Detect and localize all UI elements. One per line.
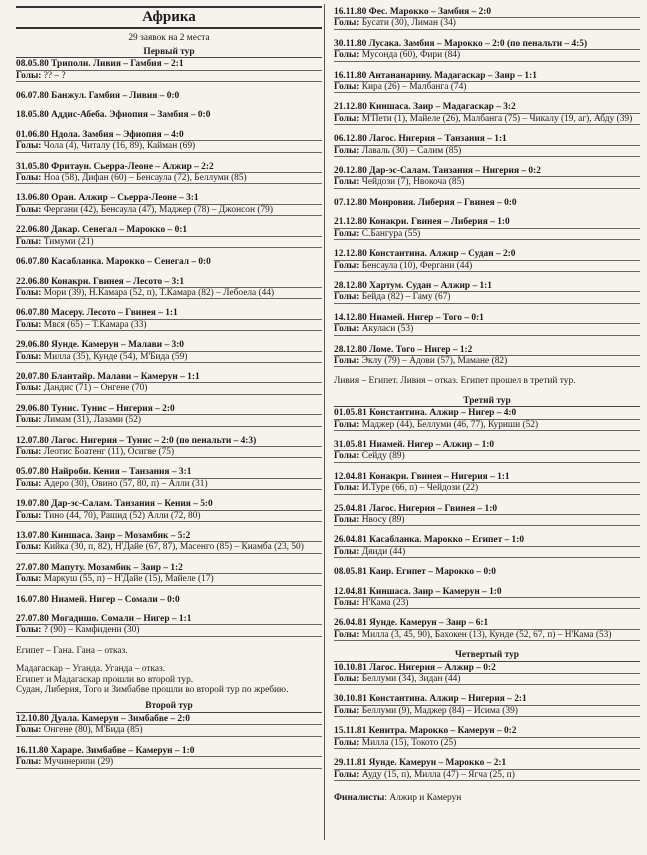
- round2-continued-list: [334, 7, 640, 367]
- match-goals: [16, 510, 322, 522]
- match-header: 21.12.80 Конакри. Гвинея – Либерия – 1:0: [334, 217, 510, 228]
- match-entry: [334, 71, 640, 94]
- match-entry: [334, 217, 640, 240]
- match-header: 06.07.80 Банжул. Гамбия – Ливия – 0:0: [16, 91, 180, 102]
- goals-scorers: Ауду (15, п), Милла (47) – Ягча (25, п): [361, 769, 515, 780]
- match-entry: [334, 313, 640, 336]
- match-entry: [16, 563, 322, 586]
- round3-heading: Третий тур: [334, 396, 640, 407]
- match-entry: [334, 39, 640, 62]
- round2-match-list: [16, 714, 322, 769]
- match-entry: [334, 694, 640, 717]
- match-header: 22.06.80 Дакар. Сенегал – Марокко – 0:1: [16, 225, 188, 236]
- match-goals: [16, 204, 322, 216]
- match-entry: [16, 277, 322, 300]
- match-header: 30.10.81 Константина. Алжир – Нигерия – 2:1: [334, 694, 527, 705]
- match-entry: [16, 225, 322, 248]
- match-header: 16.11.80 Антананариву. Мадагаскар – Заир – 1:1: [334, 70, 537, 81]
- match-goals: [334, 260, 640, 272]
- round4-match-list: [334, 663, 640, 781]
- match-header: 29.11.81 Яунде. Камерун – Марокко – 2:1: [334, 758, 507, 769]
- match-goals: [334, 419, 640, 431]
- match-goals: [334, 176, 640, 188]
- match-entry: [16, 193, 322, 216]
- goals-scorers: Милла (15), Токото (25): [361, 737, 457, 748]
- match-goals: [334, 546, 640, 558]
- goals-label: Голы:: [16, 574, 42, 585]
- match-entry: [334, 618, 640, 641]
- match-goals: [334, 629, 640, 641]
- goals-label: Голы:: [16, 478, 42, 489]
- match-goals: [16, 287, 322, 299]
- match-goals: [16, 172, 322, 184]
- match-goals: [334, 514, 640, 526]
- goals-label: Голы:: [334, 50, 360, 61]
- match-goals: [334, 705, 640, 717]
- goals-label: Голы:: [16, 383, 42, 394]
- goals-label: Голы:: [16, 725, 42, 736]
- goals-scorers: Дяиди (44): [361, 546, 406, 557]
- section-subtitle: 29 заявок на 2 места: [128, 33, 210, 44]
- goals-scorers: Маркуш (55, п) – Н'Дайе (15), Майеле (17): [43, 574, 214, 585]
- goals-label: Голы:: [16, 446, 42, 457]
- section-title: Африка: [16, 6, 322, 29]
- match-header: 12.04.81 Конакри. Гвинея – Нигерия – 1:1: [334, 471, 510, 482]
- match-header: 26.04.81 Яунде. Камерун – Заир – 6:1: [334, 618, 489, 629]
- note-libya-egypt: Ливия – Египет. Ливия – отказ. Египет прошел в третий тур.: [334, 376, 576, 387]
- goals-label: Голы:: [334, 515, 360, 525]
- goals-label: Голы:: [334, 598, 360, 609]
- round2-heading: Второй тур: [16, 701, 322, 712]
- match-entry: [16, 91, 322, 101]
- goals-scorers: И.Туре (66, п) – Чейдози (22): [361, 483, 479, 494]
- match-goals: [16, 236, 322, 248]
- goals-scorers: Онгене (80), М'Бида (85): [43, 725, 143, 736]
- goals-label: Голы:: [334, 260, 360, 271]
- goals-scorers: М'Пети (1), Майеле (26), Малбанга (75) – Чикалу (19, аг), Абду (39): [361, 113, 633, 124]
- goals-scorers: Акуласи (53): [361, 324, 414, 335]
- goals-label: Голы:: [16, 141, 42, 152]
- match-entry: [334, 7, 640, 30]
- match-goals: [16, 319, 322, 331]
- match-header: 15.11.81 Кенитра. Марокко – Камерун – 0:2: [334, 726, 517, 737]
- goals-scorers: Нвосу (89): [361, 515, 405, 525]
- match-entry: [16, 467, 322, 490]
- goals-scorers: Мучинерипи (29): [43, 757, 114, 768]
- match-entry: [16, 436, 322, 459]
- goals-scorers: Бусати (30), Лиман (34): [361, 18, 456, 29]
- match-header: 28.12.80 Ломе. Того – Нигер – 1:2: [334, 344, 473, 355]
- match-header: 28.12.80 Хартум. Судан – Алжир – 1:1: [334, 280, 492, 291]
- note-lottery: Судан, Либерия, Того и Зимбабве прошли во второй тур по жребию.: [16, 685, 289, 696]
- match-entry: [16, 595, 322, 605]
- goals-label: Голы:: [334, 629, 360, 640]
- match-goals: [334, 81, 640, 93]
- match-goals: [334, 145, 640, 157]
- column-divider: [324, 4, 325, 840]
- goals-label: Голы:: [16, 287, 42, 298]
- match-entry: [16, 340, 322, 363]
- note-uganda: Мадагаскар – Уганда. Уганда – отказ.: [16, 664, 166, 675]
- goals-scorers: Фергани (42), Бенсаула (47), Маджер (78) – Джонсон (79): [43, 204, 273, 215]
- match-entry: [334, 472, 640, 495]
- goals-scorers: Адеро (30), Овино (57, 80, п) – Алли (31): [43, 478, 208, 489]
- goals-label: Голы:: [334, 145, 360, 156]
- match-entry: [334, 567, 640, 577]
- match-goals: [16, 756, 322, 768]
- match-entry: [16, 614, 322, 637]
- match-goals: [334, 291, 640, 303]
- note-ghana: Египет – Гана. Гана – отказ.: [16, 645, 128, 656]
- match-goals: [334, 228, 640, 240]
- right-column: [334, 6, 640, 803]
- match-entry: [16, 110, 322, 120]
- match-goals: [334, 49, 640, 61]
- match-header: 06.07.80 Масеру. Лесото – Гвинея – 1:1: [16, 308, 178, 319]
- match-goals: [16, 446, 322, 458]
- match-entry: [334, 281, 640, 304]
- goals-scorers: Кийка (30, п, 82), Н'Дайе (67, 87), Масенго (85) – Киамба (23, 50): [43, 542, 304, 553]
- match-header: 05.07.80 Найроби. Кения – Танзания – 3:1: [16, 467, 192, 478]
- match-header: 14.12.80 Ниамей. Нигер – Того – 0:1: [334, 312, 484, 323]
- goals-scorers: Тино (44, 70), Рашид (52) Алли (72, 80): [43, 510, 201, 521]
- goals-label: Голы:: [334, 705, 360, 716]
- goals-scorers: Леотис Боатенг (11), Осигве (75): [43, 446, 175, 457]
- match-header: 25.04.81 Лагос. Нигерия – Гвинея – 1:0: [334, 503, 498, 514]
- match-goals: [16, 724, 322, 736]
- match-entry: [334, 134, 640, 157]
- goals-scorers: Дандис (71) – Онгене (70): [43, 383, 148, 394]
- match-header: 16.11.80 Хараре. Зимбабве – Камерун – 1:0: [16, 745, 195, 756]
- round3-match-list: [334, 408, 640, 641]
- goals-label: Голы:: [16, 625, 42, 636]
- goals-label: Голы:: [16, 204, 42, 215]
- goals-scorers: Сейду (89): [361, 451, 405, 462]
- match-entry: [334, 440, 640, 463]
- match-goals: [16, 573, 322, 585]
- match-goals: [334, 450, 640, 462]
- match-entry: [334, 663, 640, 686]
- match-goals: [334, 482, 640, 494]
- goals-label: Голы:: [16, 351, 42, 362]
- goals-scorers: Лимам (31), Лазами (52): [43, 415, 142, 426]
- match-goals: [16, 541, 322, 553]
- goals-label: Голы:: [334, 451, 360, 462]
- match-goals: [334, 673, 640, 685]
- match-goals: [334, 113, 640, 125]
- match-header: 10.10.81 Лагос. Нигерия – Алжир – 0:2: [334, 662, 496, 673]
- match-header: 16.11.80 Фес. Марокко – Замбия – 2:0: [334, 7, 492, 17]
- goals-label: Голы:: [16, 70, 42, 81]
- round4-heading: Четвертый тур: [334, 650, 640, 661]
- round1-heading: Первый тур: [16, 47, 322, 58]
- match-entry: [334, 408, 640, 431]
- goals-scorers: Бенсаула (10), Фергани (44): [361, 260, 473, 271]
- goals-label: Голы:: [334, 546, 360, 557]
- goals-scorers: Н'Кама (23): [361, 598, 409, 609]
- match-header: 29.06.80 Тунис. Тунис – Нигерия – 2:0: [16, 403, 175, 414]
- match-goals: [16, 624, 322, 636]
- goals-label: Голы:: [334, 324, 360, 335]
- match-header: 01.05.81 Константина. Алжир – Нигер – 4:0: [334, 408, 517, 419]
- match-header: 06.07.80 Касабланка. Марокко – Сенегал – 0:0: [16, 257, 211, 268]
- match-entry: [16, 714, 322, 737]
- goals-scorers: Беллуми (34), Зидан (44): [361, 674, 461, 685]
- match-goals: [334, 737, 640, 749]
- goals-scorers: Бейда (82) – Гаму (67): [361, 292, 451, 303]
- match-header: 12.04.81 Киншаса. Заир – Камерун – 1:0: [334, 586, 502, 597]
- goals-scorers: Мори (39), Н.Камара (52, п), Т.Камара (82) – Лебоела (44): [43, 287, 275, 298]
- match-entry: [16, 257, 322, 267]
- match-entry: [16, 372, 322, 395]
- match-header: 13.06.80 Оран. Алжир – Сьерра-Леоне – 3:1: [16, 193, 199, 204]
- goals-scorers: Мусонда (60), Фири (84): [361, 50, 461, 61]
- goals-scorers: Тимуми (21): [43, 236, 94, 247]
- match-goals: [334, 355, 640, 367]
- match-entry: [334, 726, 640, 749]
- goals-label: Голы:: [334, 177, 360, 188]
- goals-scorers: ? (90) – Камфидени (30): [43, 625, 140, 636]
- match-entry: [16, 59, 322, 82]
- match-header: 27.07.80 Могадишо. Сомали – Нигер – 1:1: [16, 614, 192, 625]
- finalists-text: : Алжир и Камерун: [384, 792, 462, 803]
- match-header: 12.12.80 Константина. Алжир – Судан – 2:0: [334, 249, 516, 260]
- goals-label: Голы:: [334, 769, 360, 780]
- goals-label: Голы:: [334, 18, 360, 29]
- match-header: 20.12.80 Дар-эс-Салам. Танзания – Нигерия – 0:2: [334, 166, 541, 177]
- goals-label: Голы:: [334, 483, 360, 494]
- match-goals: [16, 140, 322, 152]
- match-entry: [334, 587, 640, 610]
- round1-match-list: [16, 59, 322, 637]
- match-entry: [16, 162, 322, 185]
- match-goals: [16, 70, 322, 82]
- match-header: 30.11.80 Лусака. Замбия – Марокко – 2:0 (по пенальти – 4:5): [334, 38, 588, 49]
- goals-scorers: Милла (3, 45, 90), Бахокен (13), Кунде (52, 67, п) – Н'Кама (53): [361, 629, 612, 640]
- match-header: 06.12.80 Лагос. Нигерия – Танзания – 1:1: [334, 134, 507, 145]
- goals-scorers: Маджер (44), Беллуми (46, 77), Куриши (52): [361, 419, 539, 430]
- goals-label: Голы:: [16, 236, 42, 247]
- goals-scorers: Чола (4), Читалу (16, 89), Кайман (69): [43, 141, 196, 152]
- goals-label: Голы:: [16, 173, 42, 184]
- match-header: 18.05.80 Аддис-Абеба. Эфиопия – Замбия – 0:0: [16, 110, 211, 121]
- match-entry: [16, 531, 322, 554]
- goals-scorers: Лаваль (30) – Салим (85): [361, 145, 462, 156]
- match-header: 20.07.80 Блантайр. Малави – Камерун – 1:1: [16, 371, 200, 382]
- match-header: 12.10.80 Дуала. Камерун – Зимбабве – 2:0: [16, 713, 190, 724]
- match-entry: [334, 758, 640, 781]
- match-goals: [334, 769, 640, 781]
- goals-label: Голы:: [334, 674, 360, 685]
- match-header: 07.12.80 Монровия. Либерия – Гвинея – 0:0: [334, 197, 517, 208]
- match-entry: [334, 102, 640, 125]
- goals-scorers: ?? – ?: [43, 70, 66, 81]
- goals-label: Голы:: [16, 510, 42, 521]
- goals-label: Голы:: [16, 542, 42, 553]
- goals-label: Голы:: [334, 419, 360, 430]
- goals-label: Голы:: [334, 113, 360, 124]
- match-header: 26.04.81 Касабланка. Марокко – Египет – 1:0: [334, 535, 525, 546]
- goals-scorers: Эклу (79) – Адови (57), Мамане (82): [361, 355, 508, 366]
- goals-label: Голы:: [334, 82, 360, 93]
- goals-label: Голы:: [16, 415, 42, 426]
- goals-label: Голы:: [16, 319, 42, 330]
- match-goals: [16, 351, 322, 363]
- match-header: 08.05.80 Триполи. Ливия – Гамбия – 2:1: [16, 59, 184, 70]
- goals-scorers: Чейдози (7), Нвокоча (85): [361, 177, 465, 188]
- match-header: 19.07.80 Дар-эс-Салам. Танзания – Кения – 5:0: [16, 499, 213, 510]
- match-header: 21.12.80 Киншаса. Заир – Мадагаскар – 3:2: [334, 102, 516, 113]
- match-header: 16.07.80 Ниамей. Нигер – Сомали – 0:0: [16, 594, 180, 605]
- left-column: [16, 6, 322, 769]
- match-entry: [16, 746, 322, 769]
- goals-scorers: Беллуми (9), Маджер (84) – Исима (39): [361, 705, 518, 716]
- match-header: 29.06.80 Яунде. Камерун – Малави – 3:0: [16, 340, 184, 351]
- match-entry: [334, 249, 640, 272]
- finalists-line: [334, 793, 640, 803]
- match-header: 13.07.80 Киншаса. Заир – Мозамбик – 5:2: [16, 531, 191, 541]
- goals-label: Голы:: [334, 292, 360, 303]
- match-entry: [334, 345, 640, 368]
- match-header: 22.06.80 Конакри. Гвинея – Лесото – 3:1: [16, 276, 185, 287]
- match-entry: [334, 198, 640, 208]
- note-egypt-madagascar: Египет и Мадагаскар прошли во второй тур.: [16, 674, 194, 685]
- goals-label: Голы:: [16, 757, 42, 768]
- goals-scorers: Милла (35), Кунде (54), М'Бида (59): [43, 351, 188, 362]
- match-entry: [334, 535, 640, 558]
- match-header: 12.07.80 Лагос. Нигерия – Тунис – 2:0 (по пенальти – 4:3): [16, 435, 257, 446]
- match-goals: [16, 414, 322, 426]
- goals-scorers: Ноа (58), Дифан (60) – Бенсаула (72), Беллуми (85): [43, 173, 247, 184]
- match-header: 08.05.81 Каир. Египет – Марокко – 0:0: [334, 567, 496, 578]
- match-header: 31.05.80 Фритаун. Сьерра-Леоне – Алжир – 2:2: [16, 161, 214, 172]
- match-header: 01.06.80 Ндола. Замбия – Эфиопия – 4:0: [16, 129, 184, 140]
- match-entry: [16, 130, 322, 153]
- goals-label: Голы:: [334, 355, 360, 366]
- match-entry: [334, 166, 640, 189]
- match-entry: [16, 404, 322, 427]
- match-entry: [16, 499, 322, 522]
- match-goals: [16, 478, 322, 490]
- goals-scorers: Кира (26) – Малбанга (74): [361, 82, 467, 93]
- match-header: 31.05.81 Ниамей. Нигер – Алжир – 1:0: [334, 439, 495, 450]
- match-goals: [334, 17, 640, 29]
- goals-scorers: Мвся (65) – Т.Камара (33): [43, 319, 147, 330]
- match-entry: [16, 308, 322, 331]
- goals-label: Голы:: [334, 228, 360, 239]
- match-header: 27.07.80 Мапуту. Мозамбик – Заир – 1:2: [16, 562, 183, 573]
- match-goals: [334, 323, 640, 335]
- match-goals: [334, 597, 640, 609]
- match-goals: [16, 382, 322, 394]
- finalists-label: Финалисты: [334, 792, 385, 803]
- match-entry: [334, 504, 640, 527]
- goals-scorers: С.Бангура (55): [361, 228, 421, 239]
- goals-label: Голы:: [334, 737, 360, 748]
